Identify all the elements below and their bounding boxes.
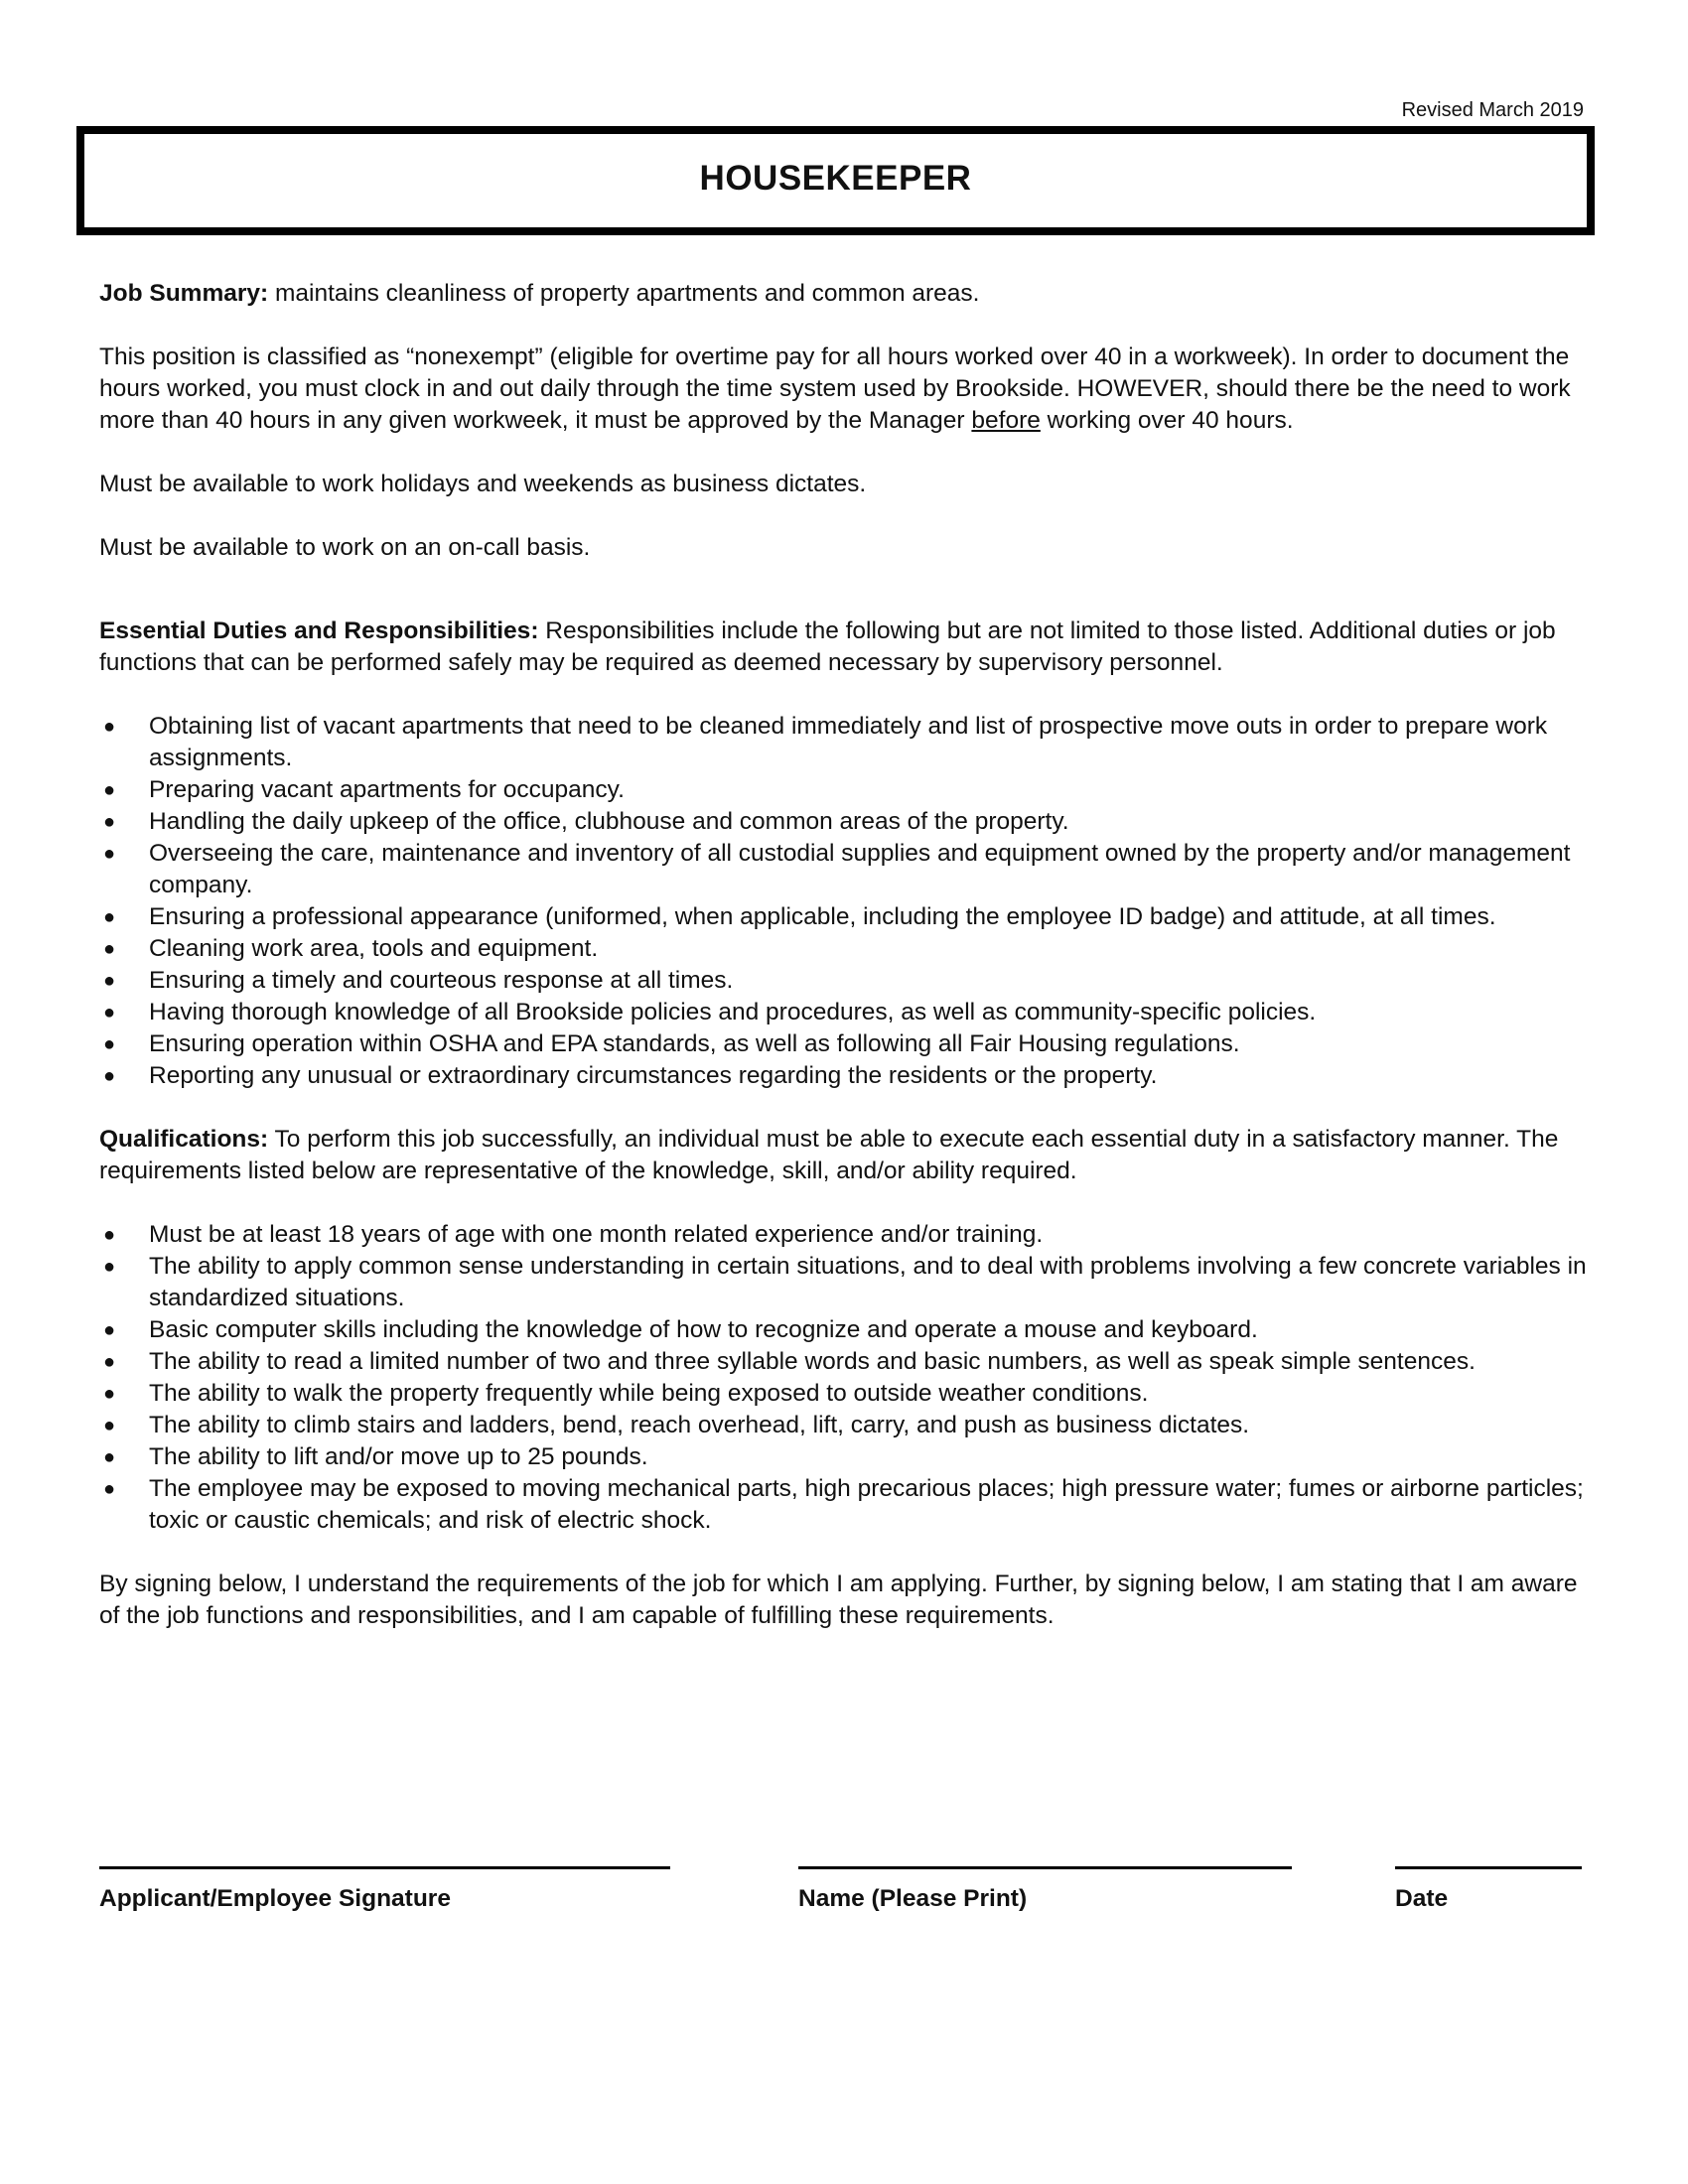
classification-text-end: working over 40 hours.	[1040, 407, 1294, 434]
list-item	[99, 711, 1594, 774]
list-item	[99, 1219, 1594, 1251]
list-item	[99, 1441, 1594, 1473]
list-item-text: Ensuring a professional appearance (uniformed, when applicable, including the employee ID badge) and attitude, at all times.	[149, 903, 1496, 930]
list-item	[99, 1251, 1594, 1314]
list-item-text: Ensuring operation within OSHA and EPA standards, as well as following all Fair Housing regulations.	[149, 1030, 1240, 1057]
acknowledgement: By signing below, I understand the requirements of the job for which I am applying. Further, by signing below, I am stating that I am aware of the job functions and responsibilities, and I am capable of fulfilling these requirements.	[99, 1570, 1578, 1629]
qualifications-label: Qualifications:	[99, 1126, 269, 1153]
bullet-icon: ●	[102, 1351, 116, 1373]
bullet-icon: ●	[102, 779, 116, 801]
duties-intro	[99, 615, 1594, 679]
classification-paragraph	[99, 341, 1594, 437]
availability-on-call: Must be available to work on an on-call basis.	[99, 534, 591, 561]
bullet-icon: ●	[102, 1446, 116, 1468]
print-name-field[interactable]	[798, 1866, 1292, 1915]
list-item	[99, 1028, 1594, 1060]
list-item	[99, 1314, 1594, 1346]
list-item	[99, 1473, 1594, 1537]
bullet-icon: ●	[102, 1478, 116, 1500]
bullet-icon: ●	[102, 716, 116, 738]
bullet-icon: ●	[102, 970, 116, 992]
bullet-icon: ●	[102, 811, 116, 833]
list-item	[99, 1060, 1594, 1092]
list-item-text: Handling the daily upkeep of the office, clubhouse and common areas of the property.	[149, 808, 1069, 835]
list-item	[99, 933, 1594, 965]
list-item	[99, 1378, 1594, 1410]
list-item-text: Reporting any unusual or extraordinary circumstances regarding the residents or the property.	[149, 1062, 1158, 1089]
list-item-text: Cleaning work area, tools and equipment.	[149, 935, 599, 962]
signature-label: Applicant/Employee Signature	[99, 1885, 451, 1912]
list-item-text: The ability to climb stairs and ladders, bend, reach overhead, lift, carry, and push as business dictates.	[149, 1412, 1250, 1438]
classification-text: This position is classified as “nonexempt” (eligible for overtime pay for all hours worked over 40 in a workweek). In order to document the hours worked, you must clock in and out daily through the time system used by Brookside. HOWEVER, should there be the need to work more than 40 hours in any given workweek, it must be approved by the Manager	[99, 343, 1571, 434]
list-item-text: Must be at least 18 years of age with one month related experience and/or training.	[149, 1221, 1044, 1248]
list-item-text: Ensuring a timely and courteous response at all times.	[149, 967, 734, 994]
list-item-text: Basic computer skills including the knowledge of how to recognize and operate a mouse and keyboard.	[149, 1316, 1258, 1343]
qualifications-list	[99, 1219, 1594, 1537]
list-item-text: The ability to lift and/or move up to 25 pounds.	[149, 1443, 648, 1470]
list-item-text: The employee may be exposed to moving mechanical parts, high precarious places; high pressure water; fumes or airborne particles; toxic or caustic chemicals; and risk of electric shock.	[149, 1475, 1584, 1534]
bullet-icon: ●	[102, 1319, 116, 1341]
list-item	[99, 997, 1594, 1028]
list-item	[99, 774, 1594, 806]
qualifications-intro-text: To perform this job successfully, an individual must be able to execute each essential duty in a satisfactory manner. The requirements listed below are representative of the knowledge, skill, and/or ability required.	[99, 1126, 1559, 1184]
page-title: HOUSEKEEPER	[699, 159, 972, 198]
list-item-text: The ability to walk the property frequently while being exposed to outside weather conditions.	[149, 1380, 1149, 1407]
bullet-icon: ●	[102, 843, 116, 865]
list-item	[99, 1346, 1594, 1378]
date-label: Date	[1395, 1885, 1449, 1912]
list-item	[99, 965, 1594, 997]
job-summary-label: Job Summary:	[99, 280, 269, 307]
signature-block	[0, 1866, 1688, 1926]
list-item	[99, 901, 1594, 933]
bullet-icon: ●	[102, 1415, 116, 1436]
bullet-icon: ●	[102, 1065, 116, 1087]
date-field[interactable]	[1395, 1866, 1582, 1915]
list-item	[99, 806, 1594, 838]
qualifications-intro	[99, 1124, 1594, 1187]
list-item	[99, 838, 1594, 901]
print-name-label: Name (Please Print)	[798, 1885, 1028, 1912]
list-item-text: The ability to read a limited number of two and three syllable words and basic numbers, as well as speak simple sentences.	[149, 1348, 1476, 1375]
bullet-icon: ●	[102, 1383, 116, 1405]
list-item-text: Obtaining list of vacant apartments that need to be cleaned immediately and list of prospective move outs in order to prepare work assignments.	[149, 713, 1548, 771]
signature-line[interactable]	[99, 1866, 670, 1869]
signature-field[interactable]	[99, 1866, 670, 1915]
job-summary	[99, 278, 1594, 310]
revision-date: Revised March 2019	[1401, 99, 1584, 121]
print-name-line[interactable]	[798, 1866, 1292, 1869]
job-summary-text: maintains cleanliness of property apartments and common areas.	[268, 280, 980, 307]
bullet-icon: ●	[102, 1002, 116, 1024]
duties-intro-text: Responsibilities include the following but are not limited to those listed. Additional duties or job functions that can be performed safely may be required as deemed necessary by supervisory personnel.	[99, 617, 1556, 676]
bullet-icon: ●	[102, 906, 116, 928]
list-item	[99, 1410, 1594, 1441]
duties-list	[99, 711, 1594, 1092]
date-line[interactable]	[1395, 1866, 1582, 1869]
classification-emphasis: before	[971, 407, 1041, 434]
list-item-text: Having thorough knowledge of all Brookside policies and procedures, as well as community-specific policies.	[149, 999, 1317, 1025]
bullet-icon: ●	[102, 1033, 116, 1055]
list-item-text: Overseeing the care, maintenance and inventory of all custodial supplies and equipment owned by the property and/or management company.	[149, 840, 1571, 898]
duties-label: Essential Duties and Responsibilities:	[99, 617, 539, 644]
document-body	[99, 278, 1594, 1664]
availability-holidays: Must be available to work holidays and weekends as business dictates.	[99, 471, 867, 497]
bullet-icon: ●	[102, 938, 116, 960]
bullet-icon: ●	[102, 1224, 116, 1246]
bullet-icon: ●	[102, 1256, 116, 1278]
list-item-text: The ability to apply common sense understanding in certain situations, and to deal with problems involving a few concrete variables in standardized situations.	[149, 1253, 1587, 1311]
title-box	[76, 126, 1595, 235]
list-item-text: Preparing vacant apartments for occupancy.	[149, 776, 625, 803]
